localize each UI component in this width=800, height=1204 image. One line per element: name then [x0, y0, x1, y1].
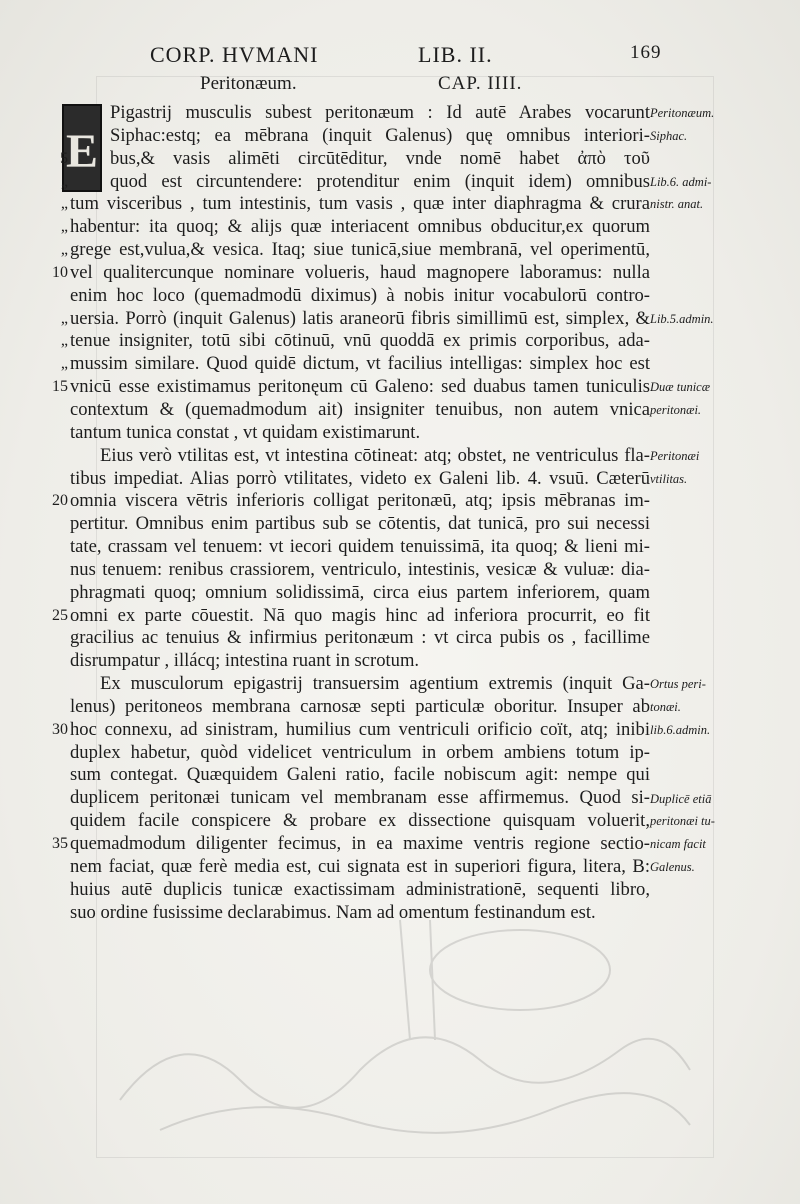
- marginal-note: peritonæi tu-: [650, 814, 715, 829]
- text-line: quidem facile conspicere & probare ex dissectione quisquam voluerit,: [70, 810, 650, 832]
- text-line: disrumpatur , illácq; intestina ruant in scrotum.: [70, 650, 420, 672]
- line-marker: [44, 856, 70, 879]
- text-line: Eius verò vtilitas est, vt intestina cōtineat: atq; obstet, ne ventriculus fla-: [100, 444, 650, 466]
- text-line: duplicem peritonæi tunicam vel membranam esse affirmemus. Quod si-: [70, 787, 650, 809]
- text-line: tantum tunica constat , vt quidam existimarunt.: [70, 421, 421, 443]
- marginal-note: vtilitas.: [650, 471, 688, 486]
- line-marker: [44, 902, 70, 925]
- line-marker: [44, 468, 70, 491]
- line-marker: „: [60, 195, 68, 213]
- line-marker: [44, 696, 70, 719]
- line-marker: 20: [52, 492, 68, 510]
- marginal-note: Peritonæi: [650, 448, 700, 463]
- text-line: vel qualitercunque nominare volueris, haud magnopere laboramus: nulla: [70, 261, 650, 283]
- marginal-note: lib.6.admin.: [650, 722, 711, 737]
- text-line: huius autē duplicis tunicæ exactissimam administrationē, sequenti libro,: [70, 878, 650, 900]
- marginal-note: tonæi.: [650, 700, 681, 715]
- book-number: LIB. II.: [418, 42, 493, 67]
- line-marker: [44, 673, 70, 696]
- text-line: bus,& vasis alimēti circūtēditur, vnde nomē habet ἀπὸ τοῦ: [110, 147, 650, 169]
- line-marker: „: [60, 355, 68, 373]
- marginal-note: nicam facit: [650, 837, 706, 852]
- running-head: [150, 42, 670, 72]
- text-line: quod est circuntendere: protenditur enim (inquit idem) omnibus: [110, 170, 650, 192]
- text-line: sum contegat. Quæquidem Galeni ratio, facile nobiscum agit: nempe qui: [70, 764, 650, 786]
- line-marker: 25: [52, 606, 68, 624]
- marginal-note: Duæ tunicæ: [650, 380, 711, 395]
- text-line: hoc connexu, ad sinistram, humilius cum ventriculi orificio coït, atq; inibi: [70, 718, 650, 740]
- line-marker: „: [60, 172, 68, 190]
- text-line: quemadmodum diligenter fecimus, in ea maxime ventris regione sectio-: [70, 833, 650, 854]
- text-line: pertitur. Omnibus enim partibus sub se cōtentis, dat tunicā, pro sui necessi: [70, 513, 650, 535]
- line-marker: [44, 422, 70, 445]
- text-line: Siphac:estq; ea mēbrana (inquit Galenus) quę omnibus interiori-: [110, 124, 650, 146]
- text-line: enim hoc loco (quemadmodū diximus) à nobis initur vocabulorū contro-: [70, 284, 650, 306]
- marginal-note: Peritonæum.: [650, 106, 715, 120]
- text-line: tibus impediat. Alias porrò vtilitates, videto ex Galeni lib. 4. vsuū. Cæterū: [70, 467, 650, 489]
- line-marker: 30: [52, 720, 68, 738]
- text-line: omni ex parte cōuestit. Nā quo magis hinc ad inferiora procurrit, eo fit: [70, 604, 650, 626]
- line-marker: „: [60, 241, 68, 259]
- text-line: duplex habetur, quòd videlicet ventriculum in orbem ambiens totum ip-: [70, 741, 650, 763]
- text-line: gracilius ac tenuius & infirmius peritonæum : vt circa pubis os , facillime: [70, 627, 650, 649]
- text-line: nem faciat, quæ ferè media est, cui signata est in superiori figura, litera, B:: [70, 855, 650, 877]
- line-marker: [44, 285, 70, 308]
- text-line: grege est,vulua,& vesica. Itaq; siue tunicā,siue membranā, vel operimentū,: [70, 239, 650, 261]
- marginal-note: Ortus peri-: [650, 677, 706, 692]
- line-marker: [44, 513, 70, 536]
- line-marker: 15: [52, 378, 68, 396]
- line-marker: [44, 445, 70, 468]
- body-text: [70, 102, 650, 924]
- line-marker: [44, 399, 70, 422]
- marginal-note: Galenus.: [650, 860, 695, 875]
- chapter-number: CAP. IIII.: [438, 73, 523, 94]
- marginal-note: Siphac.: [650, 128, 688, 143]
- text-line: omnia viscera vētris inferioris colligat peritonæū, atq; ipsis mēbranas im-: [70, 490, 650, 512]
- text-line: phragmati quoq; omnium solidissimā, circa eius partem inferiorem, quam: [70, 581, 650, 603]
- line-marker: [44, 627, 70, 650]
- line-marker: [44, 559, 70, 582]
- marginal-note: nistr. anat.: [650, 197, 704, 212]
- line-marker: „: [60, 218, 68, 236]
- page-number: 169: [630, 42, 662, 63]
- text-line: vnicū esse existimamus peritonęum cū Galeno: sed duabus tamen tuniculis: [70, 376, 650, 398]
- line-marker: [44, 787, 70, 810]
- line-number-margin: [44, 102, 70, 924]
- text-line: Pigastrij musculis subest peritonæum : Id autē Arabes vocarunt: [110, 102, 650, 123]
- line-marker: [44, 764, 70, 787]
- marginal-note: peritonæi.: [650, 403, 702, 418]
- line-marker: 10: [52, 263, 68, 281]
- text-line: tenue insigniter, totū sibi cōtinuū, vnū quoddā ex primis corporibus, ada-: [70, 330, 650, 352]
- text-line: tum visceribus , tum intestinis, tum vasis , quæ inter diaphragma & crura: [70, 193, 650, 215]
- line-marker: [44, 125, 70, 148]
- show-through-illustration: [100, 900, 700, 1150]
- marginal-note: Lib.5.admin.: [650, 311, 714, 326]
- text-line: tate, crassam vel tenuem: vt iecori quidem tenuissimā, ita quoq; & lieni mi-: [70, 536, 650, 558]
- text-line: suo ordine fusissime declarabimus. Nam ad omentum festinandum est.: [70, 901, 596, 923]
- line-marker: [44, 879, 70, 902]
- line-marker: „: [60, 332, 68, 350]
- initial-letter-glyph: E: [65, 125, 98, 178]
- line-marker: [44, 102, 70, 125]
- text-line: mussim similare. Quod quidē dictum, vt facilius intelligas: simplex hoc est: [70, 353, 650, 375]
- text-line: nus tenuem: renibus crassiorem, ventriculo, intestinis, vesicæ & vuluæ: dia-: [70, 558, 650, 580]
- text-line: Ex musculorum epigastrij transuersim agentium extremis (inquit Ga-: [100, 673, 650, 695]
- text-line: contextum & (quemadmodum ait) insigniter tenuibus, non autem vnica: [70, 398, 650, 420]
- marginal-note: Lib.6. admi-: [650, 174, 712, 189]
- line-marker: [44, 742, 70, 765]
- section-title: Peritonæum.: [200, 73, 297, 94]
- running-title: CORP. HVMANI: [150, 42, 319, 67]
- line-marker: [44, 810, 70, 833]
- chapter-heading: [200, 73, 640, 97]
- line-marker: „: [60, 309, 68, 327]
- marginal-note: Duplicē etiā: [650, 791, 712, 806]
- line-marker: [44, 582, 70, 605]
- text-line: habentur: ita quoq; & alijs quæ interiacent omnibus obducitur,ex quorum: [70, 216, 650, 238]
- text-line: uersia. Porrò (inquit Galenus) latis araneorū fibris simillimū est, simplex, &: [70, 307, 650, 329]
- line-marker: [44, 650, 70, 673]
- line-marker: [44, 536, 70, 559]
- line-marker: 35: [52, 835, 68, 852]
- text-line: lenus) peritoneos membrana carnosæ septi particulæ oboritur. Insuper ab: [70, 695, 650, 717]
- line-marker: 5: [60, 149, 68, 167]
